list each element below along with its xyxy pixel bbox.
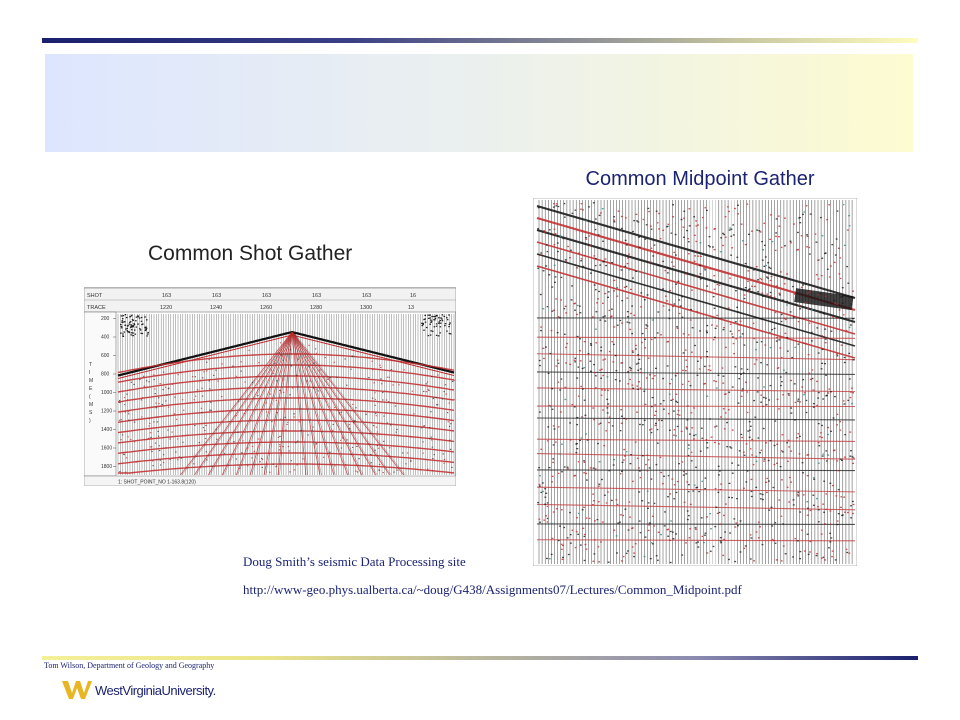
common-midpoint-gather-figure (533, 198, 857, 566)
trace-number-label: 1240 (210, 305, 223, 311)
row-label-shot: SHOT (87, 293, 103, 299)
time-tick-label: 200 (101, 316, 110, 322)
shot-gather-title: Common Shot Gather (148, 242, 353, 265)
time-axis-letter: ( (89, 394, 91, 400)
shot-number-label: 163 (162, 293, 172, 299)
wvu-wordmark: WestVirginiaUniversity. (95, 682, 216, 698)
trace-number-label: 1260 (260, 305, 273, 311)
trace-number-label: 1280 (310, 305, 323, 311)
shot-number-label: 163 (312, 293, 322, 299)
time-tick-label: 1600 (101, 445, 113, 452)
time-axis-letter: S (89, 410, 93, 416)
source-credit: Doug Smith’s seismic Data Processing site (243, 554, 466, 569)
row-label-trace: TRACE (87, 305, 106, 311)
trace-number-label: 1300 (360, 305, 373, 311)
bottom-divider-bar (42, 656, 918, 660)
time-tick-label: 400 (101, 334, 110, 341)
shot-number-label: 163 (212, 293, 222, 299)
shot-gather-caption: 1: SHOT_POINT_NO 1-163.8(120) (118, 479, 196, 486)
wvu-flying-wv-icon (62, 679, 92, 701)
common-shot-gather-figure (84, 232, 456, 486)
time-axis-letter: M (89, 378, 94, 384)
time-tick-label: 1400 (101, 427, 113, 433)
trace-number-label: 13 (408, 305, 415, 311)
footer-author: Tom Wilson, Department of Geology and Geography (44, 661, 215, 670)
shot-number-label: 16 (410, 293, 417, 299)
time-tick-label: 1200 (101, 408, 113, 415)
time-tick-label: 600 (101, 353, 110, 359)
common-midpoint-gather-title: Common Midpoint Gather (585, 168, 815, 190)
time-tick-label: 1000 (101, 390, 113, 396)
source-url[interactable]: http://www-geo.phys.ualberta.ca/~doug/G438/Assignments07/Lectures/Common_Midpoint.pdf (243, 582, 742, 597)
time-axis-letter: M (89, 402, 94, 408)
time-tick-label: 800 (101, 371, 110, 378)
shot-number-label: 163 (362, 293, 372, 299)
top-divider-bar (42, 38, 918, 43)
trace-number-label: 1220 (160, 305, 173, 311)
shot-number-label: 163 (262, 293, 272, 299)
wvu-logo (62, 678, 216, 702)
time-tick-label: 1800 (101, 464, 113, 470)
title-band (45, 54, 913, 152)
time-axis-letter: E (89, 386, 93, 392)
time-axis-letter: I (89, 370, 91, 376)
time-axis-letter: T (89, 362, 93, 368)
time-axis-letter: ) (89, 418, 91, 424)
